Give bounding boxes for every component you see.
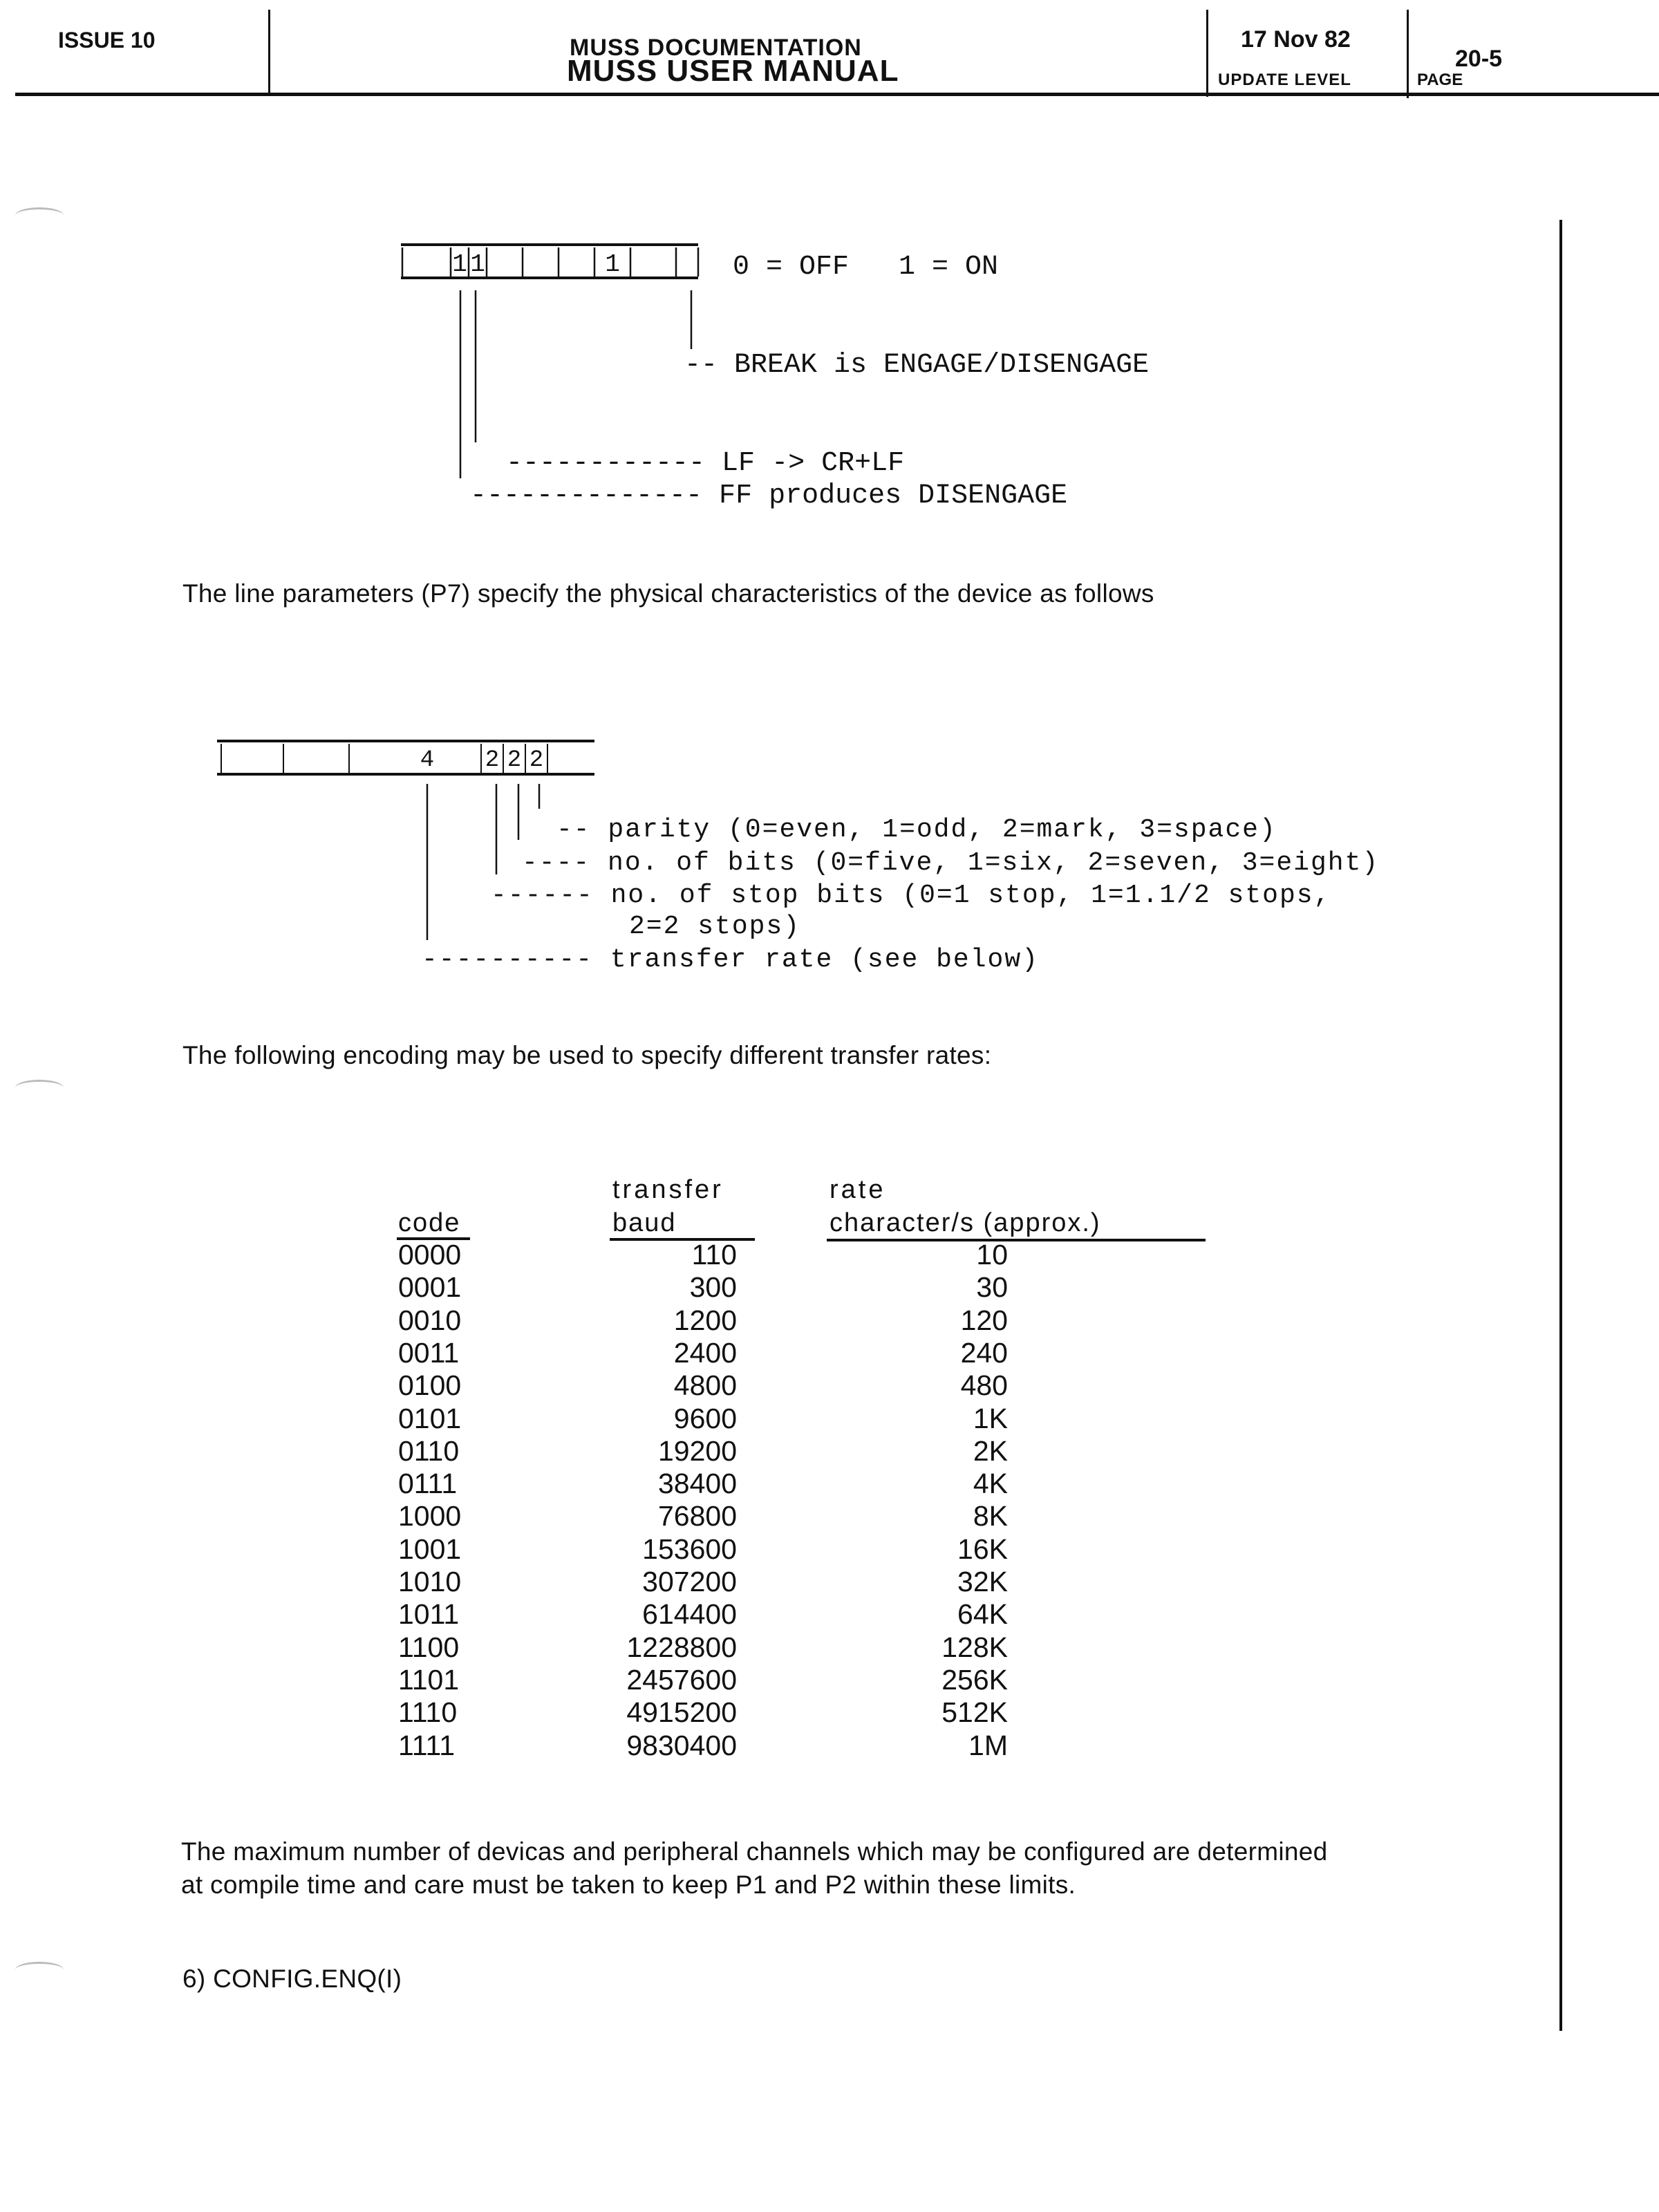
cell-baud: 9830400	[626, 1730, 737, 1761]
cell-char-rate: 128K	[941, 1631, 1008, 1663]
cell-char-rate: 30	[976, 1271, 1008, 1303]
cell-char-rate: 2K	[973, 1435, 1008, 1467]
section-heading-config-enq: 6) CONFIG.ENQ(I)	[182, 1965, 402, 1993]
line-parameters-paragraph: The line parameters (P7) specify the physical characteristics of the device as follows	[182, 579, 1154, 608]
doc-series-title: MUSS DOCUMENTATION	[570, 35, 862, 61]
cell-char-rate: 10	[976, 1239, 1008, 1271]
register-cell-value: 1	[470, 250, 485, 279]
cell-char-rate: 1K	[973, 1403, 1008, 1434]
update-level-label: UPDATE LEVEL	[1218, 71, 1351, 89]
annotation-stop-bits: ------ no. of stop bits (0=1 stop, 1=1.1/2 stops,	[491, 881, 1331, 910]
cell-code: 0100	[398, 1369, 462, 1401]
column-header-code: code	[398, 1208, 461, 1237]
cell-code: 1110	[398, 1696, 458, 1728]
cell-code: 1111	[398, 1730, 456, 1761]
on-off-legend: 0 = OFF 1 = ON	[733, 252, 999, 283]
cell-code: 0101	[398, 1403, 462, 1434]
annotation-ff: -------------- FF produces DISENGAGE	[470, 480, 1068, 512]
cell-code: 0111	[398, 1468, 458, 1499]
limits-paragraph-line-2: at compile time and care must be taken to keep P1 and P2 within these limits.	[181, 1871, 1076, 1899]
cell-baud: 153600	[642, 1533, 737, 1565]
cell-char-rate: 64K	[957, 1598, 1008, 1630]
cell-code: 0110	[398, 1435, 460, 1467]
cell-char-rate: 16K	[957, 1533, 1008, 1565]
cell-code: 1000	[398, 1500, 462, 1532]
cell-baud: 1200	[673, 1304, 737, 1336]
cell-code: 0011	[398, 1337, 460, 1369]
cell-baud: 2400	[673, 1337, 737, 1369]
register-cell-value: 1	[605, 250, 620, 279]
cell-baud: 307200	[642, 1566, 737, 1597]
cell-code: 1011	[398, 1598, 460, 1630]
cell-code: 1100	[398, 1631, 460, 1663]
column-header-top: transfer	[612, 1175, 724, 1204]
limits-paragraph-line-1: The maximum number of devicas and peripheral channels which may be configured are determined	[181, 1837, 1328, 1866]
column-header-baud: baud	[612, 1208, 677, 1237]
cell-baud: 38400	[657, 1468, 737, 1499]
register-cell-value: 2	[485, 747, 500, 774]
register-cell-value: 4	[420, 747, 435, 774]
cell-baud: 1228800	[626, 1631, 737, 1663]
annotation-parity: -- parity (0=even, 1=odd, 2=mark, 3=space)	[556, 815, 1277, 845]
annotation-lf: ------------ LF -> CR+LF	[506, 448, 905, 479]
cell-code: 0010	[398, 1304, 462, 1336]
cell-baud: 300	[689, 1271, 737, 1303]
register-cell-value: 2	[529, 747, 544, 774]
cell-char-rate: 32K	[957, 1566, 1008, 1597]
cell-char-rate: 4K	[973, 1468, 1008, 1499]
cell-baud: 9600	[673, 1403, 737, 1434]
cell-code: 1010	[398, 1566, 462, 1597]
cell-char-rate: 240	[960, 1337, 1008, 1369]
page-label: PAGE	[1417, 71, 1463, 89]
header-underline	[827, 1239, 1206, 1241]
annotation-bits: ---- no. of bits (0=five, 1=six, 2=seven, 3=eight)	[522, 848, 1380, 878]
cell-char-rate: 120	[960, 1304, 1008, 1336]
register-cell-value: 1	[452, 250, 467, 279]
cell-char-rate: 1M	[968, 1730, 1008, 1761]
cell-code: 1101	[398, 1664, 460, 1696]
annotation-break: -- BREAK is ENGAGE/DISENGAGE	[684, 350, 1150, 381]
annotation-stop-bits-cont: 2=2 stops)	[629, 912, 801, 941]
cell-baud: 76800	[657, 1500, 737, 1532]
cell-char-rate: 8K	[973, 1500, 1008, 1532]
cell-char-rate: 480	[960, 1369, 1008, 1401]
annotation-transfer-rate: ---------- transfer rate (see below)	[422, 945, 1039, 975]
doc-title: MUSS USER MANUAL	[567, 54, 899, 88]
cell-code: 1001	[398, 1533, 462, 1565]
column-header-top: rate	[830, 1175, 886, 1204]
update-date: 17 Nov 82	[1241, 26, 1351, 53]
issue-label: ISSUE 10	[58, 28, 156, 53]
page-number: 20-5	[1455, 46, 1503, 72]
cell-baud: 4800	[673, 1369, 737, 1401]
cell-char-rate: 256K	[941, 1664, 1008, 1696]
cell-code: 0000	[398, 1239, 462, 1271]
cell-baud: 2457600	[626, 1664, 737, 1696]
register-cell-value: 2	[507, 747, 522, 774]
cell-baud: 19200	[657, 1435, 737, 1467]
cell-baud: 110	[691, 1239, 737, 1271]
cell-char-rate: 512K	[941, 1696, 1008, 1728]
cell-baud: 4915200	[626, 1696, 737, 1728]
cell-baud: 614400	[642, 1598, 737, 1630]
column-header-rate: character/s (approx.)	[830, 1208, 1101, 1237]
encoding-paragraph: The following encoding may be used to specify different transfer rates:	[182, 1041, 992, 1069]
cell-code: 0001	[398, 1271, 462, 1303]
